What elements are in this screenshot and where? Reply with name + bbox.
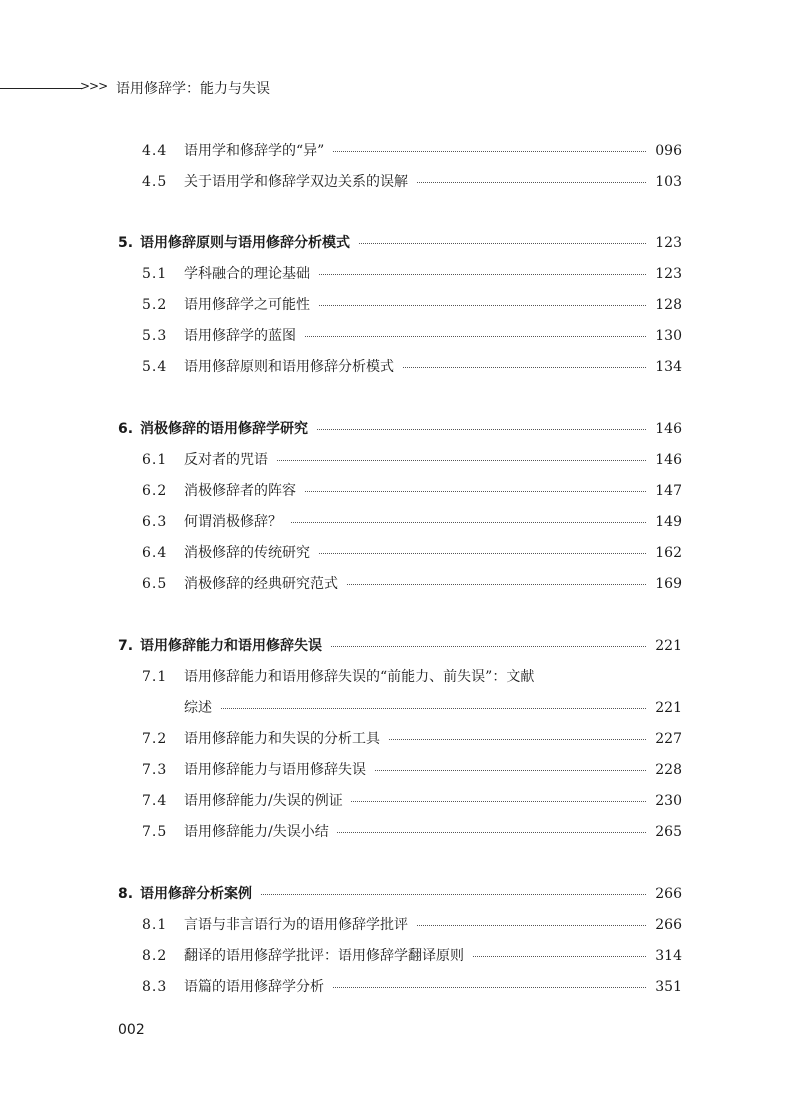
toc-entry-number: 5.2 xyxy=(142,297,168,313)
toc-entry-number: 8.2 xyxy=(142,948,168,964)
toc-entry-number: 6.3 xyxy=(142,514,168,530)
toc-entry-page: 266 xyxy=(647,883,682,905)
toc-entry-number: 6. xyxy=(118,421,134,437)
toc-entry-title: 语用修辞能力和失误的分析工具 xyxy=(184,728,388,750)
toc-entry-page: 221 xyxy=(647,697,682,719)
toc-entry-title: 何谓消极修辞？ xyxy=(184,511,290,533)
toc-chapter-entry[interactable] xyxy=(0,418,800,440)
toc-chapter-entry[interactable] xyxy=(0,232,800,254)
toc-entry-title: 消极修辞的语用修辞学研究 xyxy=(140,418,316,440)
toc-entry-page: 096 xyxy=(647,140,682,162)
toc-entry-page: 314 xyxy=(647,945,682,967)
toc-section-entry[interactable] xyxy=(0,666,800,688)
toc-entry-title: 综述 xyxy=(184,697,220,719)
toc-entry-title: 语用修辞学之可能性 xyxy=(184,294,318,316)
toc-entry-title: 语用学和修辞学的“异” xyxy=(184,140,332,162)
toc-entry-number: 8.3 xyxy=(142,979,168,995)
toc-entry-page: 169 xyxy=(647,573,682,595)
toc-entry-page: 149 xyxy=(647,511,682,533)
toc-entry-page: 221 xyxy=(647,635,682,657)
toc-entry-number: 7.5 xyxy=(142,824,168,840)
running-header xyxy=(0,78,400,100)
toc-section-entry[interactable] xyxy=(0,140,800,162)
toc-chapter-entry[interactable] xyxy=(0,635,800,657)
toc-entry-title: 语篇的语用修辞学分析 xyxy=(184,976,332,998)
toc-entry-number: 4.5 xyxy=(142,174,168,190)
toc-entry-page: 230 xyxy=(647,790,682,812)
toc-entry-number: 8. xyxy=(118,886,134,902)
toc-entry-page: 123 xyxy=(647,232,682,254)
toc-entry-title: 学科融合的理论基础 xyxy=(184,263,318,285)
toc-entry-title: 消极修辞的传统研究 xyxy=(184,542,318,564)
toc-section-entry[interactable] xyxy=(0,945,800,967)
toc-entry-page: 103 xyxy=(647,171,682,193)
toc-entry-title: 语用修辞能力与语用修辞失误 xyxy=(184,759,374,781)
toc-entry-number: 7.3 xyxy=(142,762,168,778)
toc-entry-number: 5. xyxy=(118,235,134,251)
toc-entry-page: 146 xyxy=(647,449,682,471)
header-arrows: >>> xyxy=(80,79,108,93)
toc-entry-page: 266 xyxy=(647,914,682,936)
toc-entry-title: 语用修辞分析案例 xyxy=(140,883,260,905)
toc-entry-page: 227 xyxy=(647,728,682,750)
toc-entry-title: 言语与非言语行为的语用修辞学批评 xyxy=(184,914,416,936)
toc-section-entry[interactable] xyxy=(0,821,800,843)
toc-entry-number: 6.5 xyxy=(142,576,168,592)
toc-entry-number: 8.1 xyxy=(142,917,168,933)
toc-section-entry[interactable] xyxy=(0,325,800,347)
toc-section-entry[interactable] xyxy=(0,511,800,533)
toc-entry-title: 语用修辞原则和语用修辞分析模式 xyxy=(184,356,402,378)
toc-entry-title: 语用修辞能力和语用修辞失误 xyxy=(140,635,330,657)
toc-entry-number: 7.1 xyxy=(142,669,168,685)
toc-entry-title: 语用修辞能力/失误的例证 xyxy=(184,790,351,812)
toc-section-entry[interactable] xyxy=(0,759,800,781)
toc-entry-page: 130 xyxy=(647,325,682,347)
toc-section-entry[interactable] xyxy=(0,263,800,285)
toc-entry-page: 265 xyxy=(647,821,682,843)
toc-entry-title: 语用修辞学的蓝图 xyxy=(184,325,304,347)
toc-section-entry[interactable] xyxy=(0,294,800,316)
toc-entry-title: 消极修辞者的阵容 xyxy=(184,480,304,502)
toc-entry-page: 146 xyxy=(647,418,682,440)
toc-section-entry[interactable] xyxy=(0,697,800,719)
page-number: 002 xyxy=(118,1022,145,1038)
toc-section-entry[interactable] xyxy=(0,790,800,812)
toc-section-entry[interactable] xyxy=(0,171,800,193)
toc-section-entry[interactable] xyxy=(0,976,800,998)
toc-entry-number: 7.4 xyxy=(142,793,168,809)
toc-entry-title: 反对者的咒语 xyxy=(184,449,276,471)
toc-section-entry[interactable] xyxy=(0,728,800,750)
toc-entry-page: 128 xyxy=(647,294,682,316)
book-title: 语用修辞学：能力与失误 xyxy=(116,81,270,97)
toc-entry-page: 351 xyxy=(647,976,682,998)
toc-entry-title: 语用修辞原则与语用修辞分析模式 xyxy=(140,232,358,254)
toc-entry-page: 228 xyxy=(647,759,682,781)
toc-section-entry[interactable] xyxy=(0,449,800,471)
toc-entry-number: 6.1 xyxy=(142,452,168,468)
toc-chapter-entry[interactable] xyxy=(0,883,800,905)
toc-entry-number: 6.4 xyxy=(142,545,168,561)
toc-entry-number: 5.4 xyxy=(142,359,168,375)
toc-section-entry[interactable] xyxy=(0,573,800,595)
toc-entry-number: 6.2 xyxy=(142,483,168,499)
toc-section-entry[interactable] xyxy=(0,914,800,936)
header-rule xyxy=(0,88,82,89)
toc-entry-title: 关于语用学和修辞学双边关系的误解 xyxy=(184,171,416,193)
toc-section-entry[interactable] xyxy=(0,356,800,378)
toc-entry-page: 123 xyxy=(647,263,682,285)
toc-entry-number: 5.3 xyxy=(142,328,168,344)
toc-entry-page: 162 xyxy=(647,542,682,564)
toc-section-entry[interactable] xyxy=(0,480,800,502)
dot-leader xyxy=(184,708,648,709)
toc-entry-number: 4.4 xyxy=(142,143,168,159)
toc-entry-title: 语用修辞能力/失误小结 xyxy=(184,821,337,843)
toc-entry-number: 7.2 xyxy=(142,731,168,747)
toc-entry-title: 翻译的语用修辞学批评：语用修辞学翻译原则 xyxy=(184,945,472,967)
toc-entry-title: 语用修辞能力和语用修辞失误的“前能力、前失误”：文献 xyxy=(184,666,542,688)
toc-section-entry[interactable] xyxy=(0,542,800,564)
toc-entry-title: 消极修辞的经典研究范式 xyxy=(184,573,346,595)
toc-entry-number: 7. xyxy=(118,638,134,654)
toc-entry-page: 134 xyxy=(647,356,682,378)
toc-entry-number: 5.1 xyxy=(142,266,168,282)
toc-entry-page: 147 xyxy=(647,480,682,502)
